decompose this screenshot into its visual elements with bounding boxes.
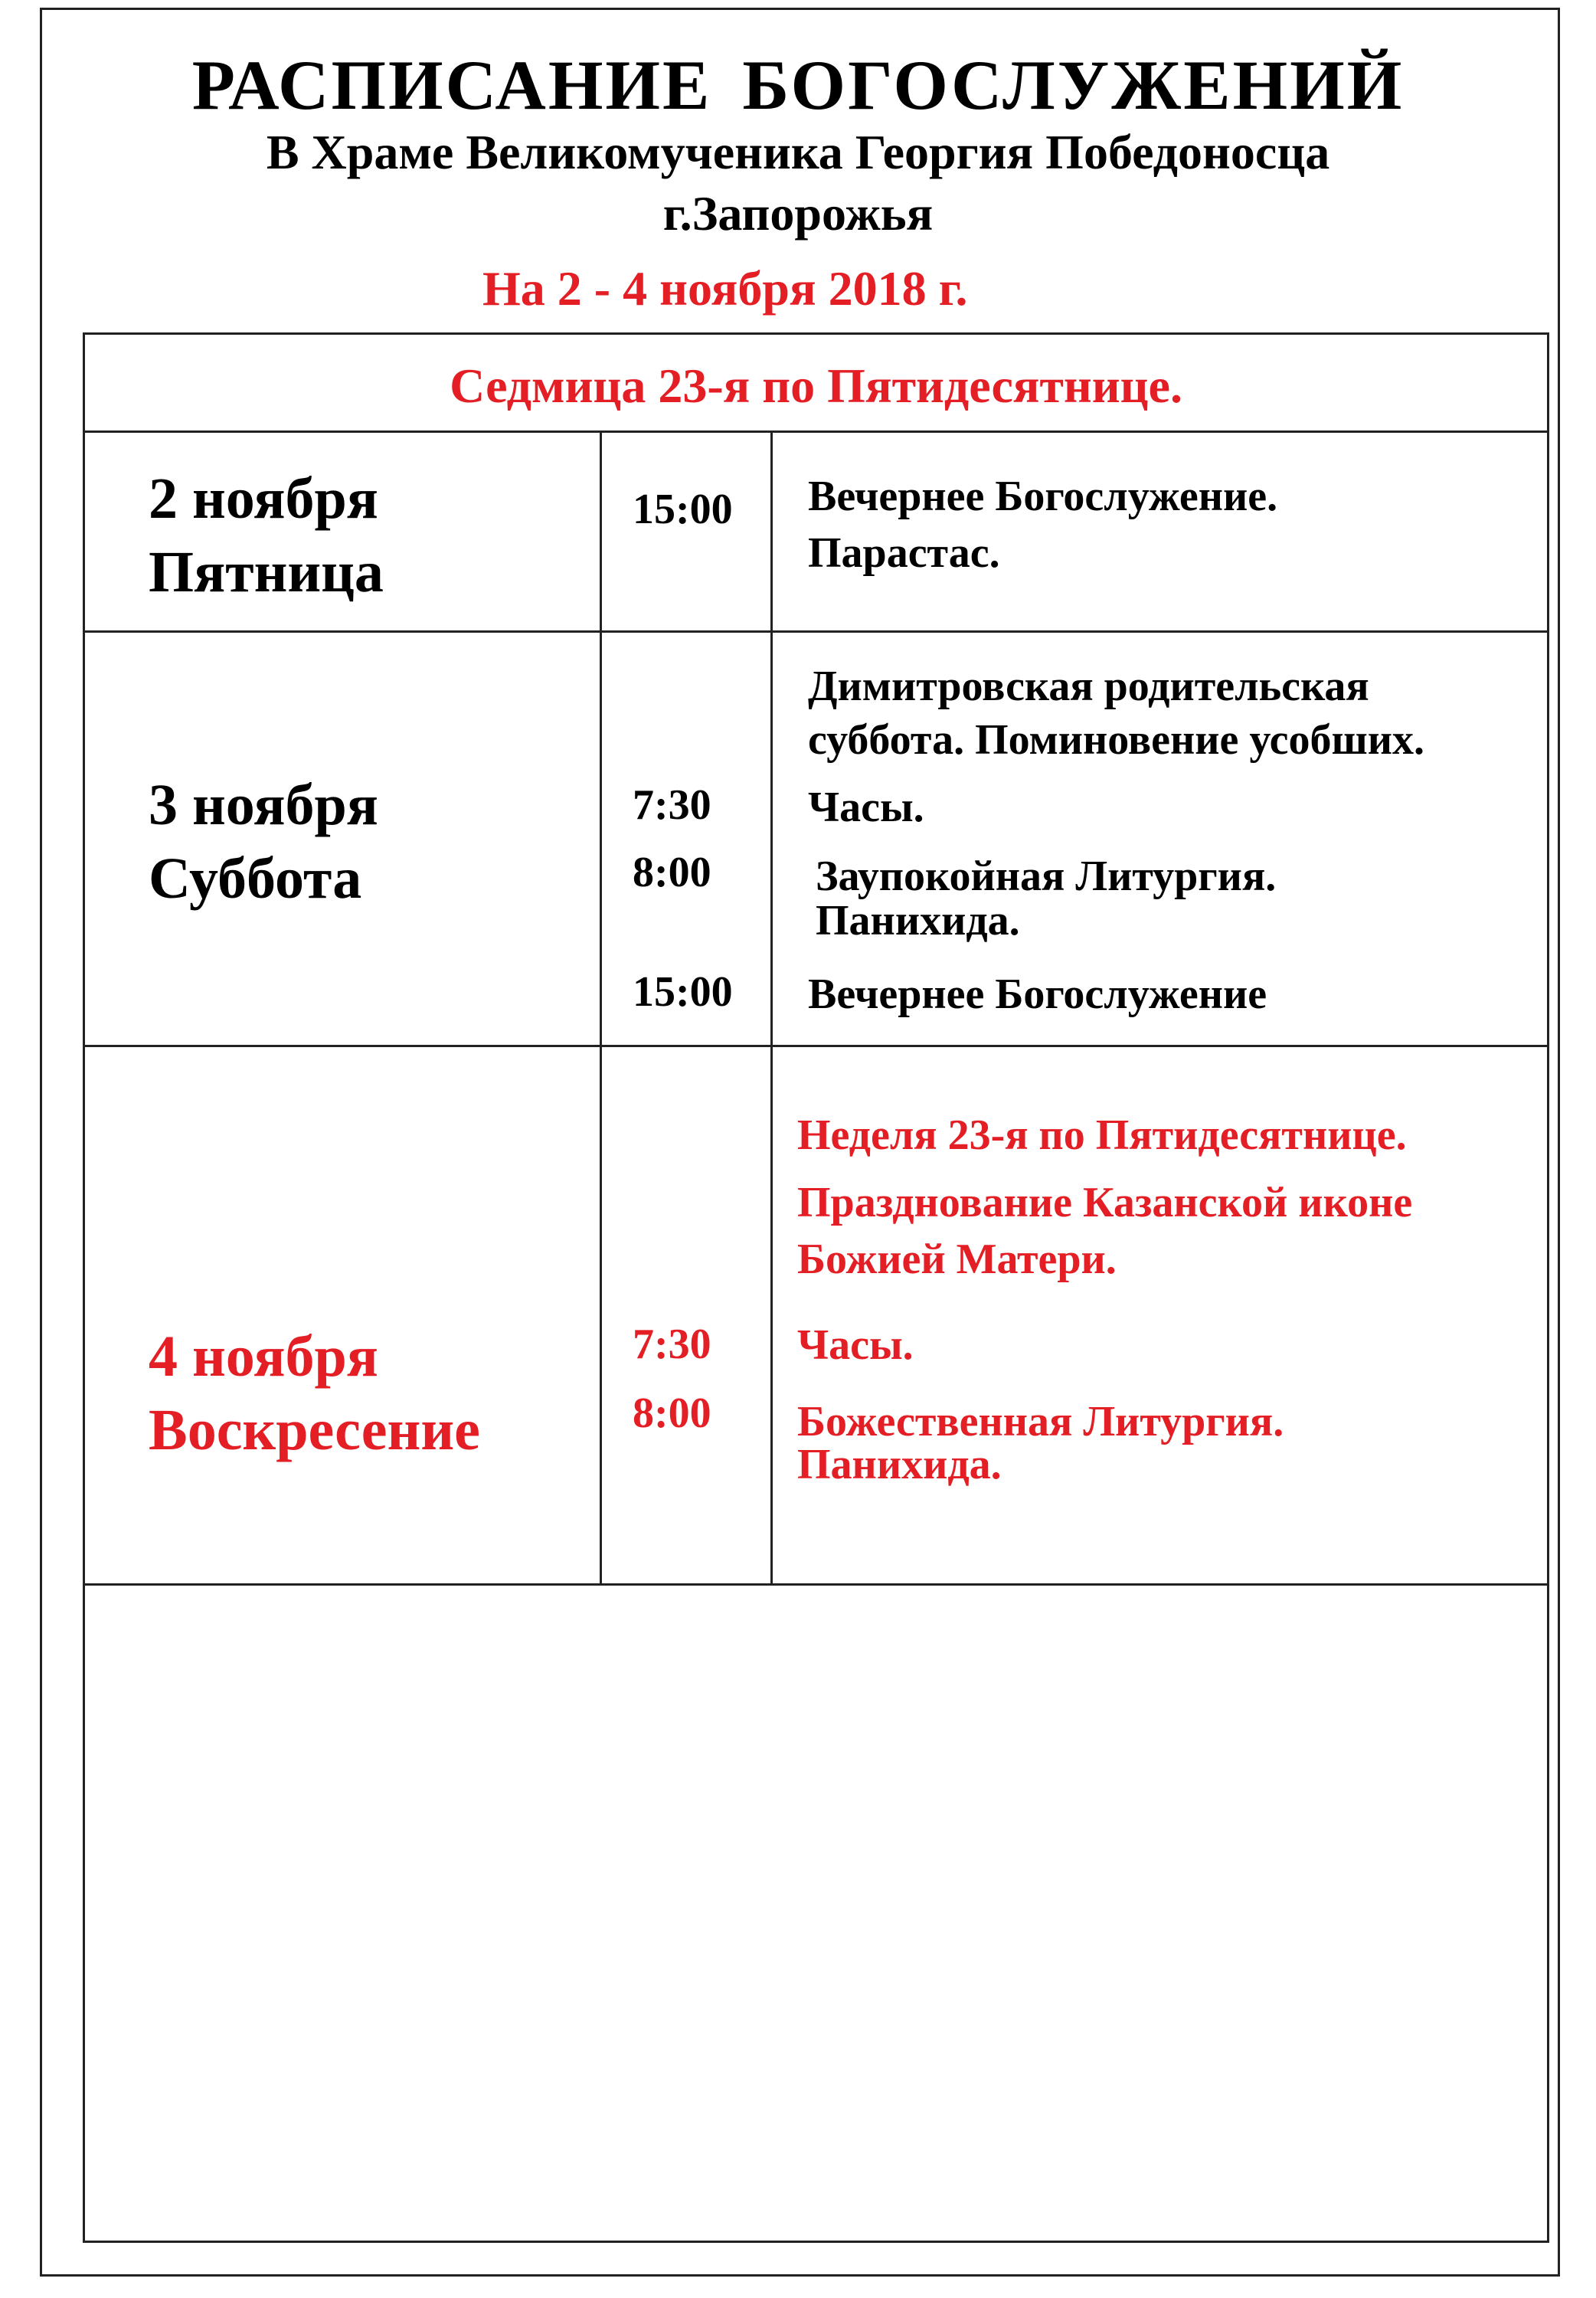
- day-weekday: Воскресение: [149, 1398, 480, 1462]
- day-weekday: Суббота: [149, 846, 362, 911]
- service-time: 15:00: [633, 486, 733, 533]
- day-weekday: Пятница: [149, 540, 384, 604]
- city-name: г.Запорожья: [662, 186, 934, 241]
- day-date: 4 ноября: [149, 1324, 378, 1389]
- service-name: Часы.: [808, 784, 924, 831]
- day-note: Димитровская родительская: [808, 663, 1369, 710]
- column-divider: [600, 430, 602, 1583]
- week-title: Седмица 23-я по Пятидесятнице.: [450, 358, 1182, 413]
- service-time: 8:00: [633, 1390, 711, 1437]
- service-name: Панихида.: [816, 897, 1020, 944]
- service-name: Заупокойная Литургия.: [816, 853, 1277, 900]
- schedule-table: [83, 332, 1549, 2243]
- row-divider: [85, 1045, 1547, 1047]
- row-divider: [85, 630, 1547, 633]
- service-name: Божественная Литургия.: [797, 1398, 1284, 1445]
- day-date: 3 ноября: [149, 773, 378, 837]
- row-divider: [85, 430, 1547, 433]
- service-name: Вечернее Богослужение: [808, 971, 1267, 1018]
- service-name: Панихида.: [797, 1441, 1002, 1488]
- service-time: 7:30: [633, 781, 711, 829]
- day-date: 2 ноября: [149, 466, 378, 531]
- service-time: 7:30: [633, 1321, 711, 1368]
- column-divider: [770, 430, 773, 1583]
- service-name: Вечернее Богослужение.: [808, 473, 1278, 520]
- service-time: 8:00: [633, 849, 711, 896]
- service-time: 15:00: [633, 968, 733, 1016]
- service-name: Часы.: [797, 1321, 914, 1369]
- feast-title: Неделя 23-я по Пятидесятнице.: [797, 1111, 1407, 1159]
- empty-area: [85, 1586, 1547, 2241]
- date-range: На 2 - 4 ноября 2018 г.: [482, 261, 968, 316]
- feast-title: Празднование Казанской иконе: [797, 1179, 1413, 1226]
- page-title: РАСПИСАНИЕ БОГОСЛУЖЕНИЙ: [191, 46, 1405, 124]
- feast-title: Божией Матери.: [797, 1236, 1117, 1283]
- service-name: Парастас.: [808, 529, 1000, 577]
- day-note: суббота. Поминовение усобших.: [808, 716, 1425, 764]
- church-name: В Храме Великомученика Георгия Победоносца: [266, 125, 1330, 179]
